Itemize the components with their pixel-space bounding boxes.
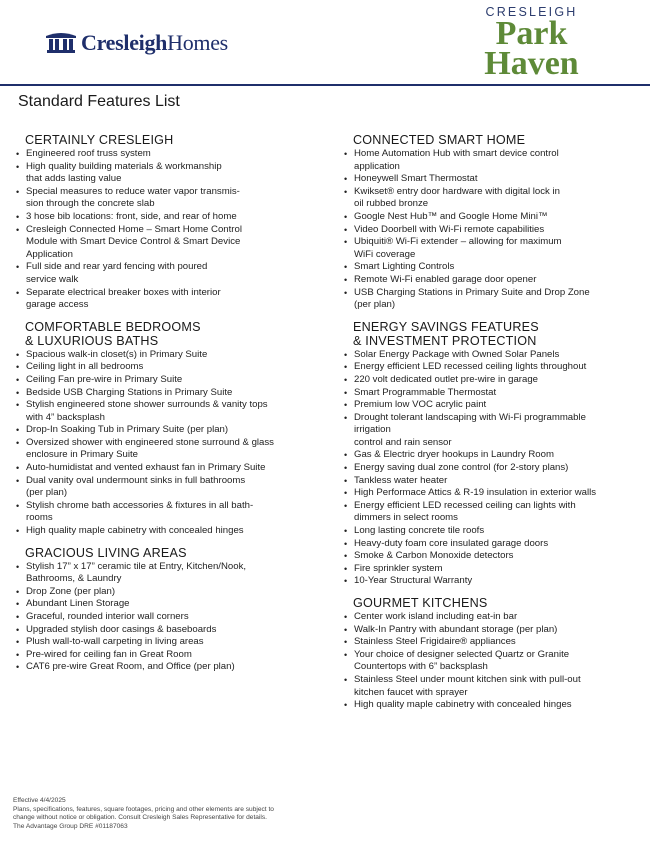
community-name-line2: Haven: [484, 45, 579, 82]
feature-item: • Energy efficient LED recessed ceiling can lights with: [344, 500, 644, 513]
cresleigh-homes-logo: [44, 30, 228, 56]
section-heading: [25, 546, 334, 560]
feature-item-continuation: Module with Smart Device Control & Smart Device: [26, 236, 241, 248]
page-header: [0, 0, 650, 86]
feature-list: [344, 611, 644, 712]
feature-item-continuation: enclosure in Primary Suite: [26, 449, 138, 461]
feature-item: • Ubiquiti® Wi-Fi extender – allowing for maximum: [344, 236, 644, 249]
section-heading: [25, 320, 334, 348]
section-heading-line: GRACIOUS LIVING AREAS: [25, 545, 187, 560]
feature-item: • Stylish engineered stone shower surrounds & vanity tops: [16, 399, 334, 412]
feature-item: • Heavy-duty foam core insulated garage doors: [344, 538, 644, 551]
feature-item: • Bedside USB Charging Stations in Primary Suite: [16, 387, 334, 400]
section-heading-line: & INVESTMENT PROTECTION: [353, 333, 537, 348]
feature-item: • CAT6 pre-wire Great Room, and Office (per plan): [16, 661, 334, 674]
feature-list: [16, 349, 334, 538]
feature-item: • Stylish chrome bath accessories & fixtures in all bath-: [16, 500, 334, 513]
feature-item-continuation: application: [354, 160, 400, 172]
feature-item-continuation: that adds lasting value: [26, 173, 122, 185]
feature-item-continuation: Countertops with 6” backsplash: [354, 661, 488, 673]
section-heading-line: CERTAINLY CRESLEIGH: [25, 133, 174, 147]
section-heading-line: & LUXURIOUS BATHS: [25, 333, 159, 348]
feature-item: • Tankless water heater: [344, 475, 644, 488]
feature-section: [344, 133, 644, 312]
community-name-line1: Park: [495, 15, 568, 52]
feature-item-continuation: (per plan): [26, 487, 68, 499]
feature-item: • 220 volt dedicated outlet pre-wire in garage: [344, 374, 644, 387]
feature-item: • Separate electrical breaker boxes with interior: [16, 287, 334, 300]
section-heading: [25, 133, 334, 147]
feature-item: • 3 hose bib locations: front, side, and rear of home: [16, 211, 334, 224]
column-pillars-icon: [44, 32, 78, 54]
feature-item-continuation: WiFi coverage: [354, 248, 416, 260]
feature-item: • Solar Energy Package with Owned Solar Panels: [344, 349, 644, 362]
section-heading-line: COMFORTABLE BEDROOMS: [25, 319, 201, 334]
feature-item-continuation: rooms: [26, 512, 53, 524]
feature-item: • Drought tolerant landscaping with Wi-Fi programmable: [344, 412, 644, 425]
feature-item: • Graceful, rounded interior wall corners: [16, 611, 334, 624]
section-heading-line: ENERGY SAVINGS FEATURES: [353, 319, 539, 334]
feature-item: • High quality maple cabinetry with concealed hinges: [16, 525, 334, 538]
feature-item: • Drop-In Soaking Tub in Primary Suite (per plan): [16, 424, 334, 437]
feature-item: • Full side and rear yard fencing with poured: [16, 261, 334, 274]
brand-name: CresleighHomes: [81, 30, 228, 55]
feature-item: • Plush wall-to-wall carpeting in living areas: [16, 636, 334, 649]
feature-item: • Energy saving dual zone control (for 2-story plans): [344, 462, 644, 475]
feature-item: • Home Automation Hub with smart device control: [344, 148, 644, 161]
feature-item: • Smoke & Carbon Monoxide detectors: [344, 550, 644, 563]
feature-item: • Oversized shower with engineered stone surround & glass: [16, 437, 334, 450]
feature-item: • Premium low VOC acrylic paint: [344, 399, 644, 412]
feature-item-continuation: with 4” backsplash: [26, 411, 105, 423]
feature-item: • Ceiling Fan pre-wire in Primary Suite: [16, 374, 334, 387]
feature-section: [16, 546, 334, 674]
license-line: The Advantage Group DRE #01187063: [13, 822, 128, 830]
feature-item: • Video Doorbell with Wi-Fi remote capabilities: [344, 224, 644, 237]
right-column: [344, 133, 644, 720]
feature-item: • Kwikset® entry door hardware with digital lock in: [344, 186, 644, 199]
page-title: Standard Features List: [18, 93, 180, 110]
feature-item: • Spacious walk-in closet(s) in Primary Suite: [16, 349, 334, 362]
feature-item: • Special measures to reduce water vapor transmis-: [16, 186, 334, 199]
feature-item: • Upgraded stylish door casings & baseboards: [16, 624, 334, 637]
feature-item: • Google Nest Hub™ and Google Home Mini™: [344, 211, 644, 224]
feature-item: • High quality maple cabinetry with concealed hinges: [344, 699, 644, 712]
feature-item: • High Performace Attics & R-19 insulation in exterior walls: [344, 487, 644, 500]
disclaimer-line: Plans, specifications, features, square footages, pricing and other elements are subject to: [13, 805, 274, 813]
feature-section: [16, 320, 334, 538]
feature-list: [344, 349, 644, 588]
left-column: [16, 133, 334, 682]
feature-item: • Fire sprinkler system: [344, 563, 644, 576]
section-heading-line: CONNECTED SMART HOME: [353, 133, 526, 147]
section-heading: [353, 320, 644, 348]
park-haven-logo: [469, 5, 594, 82]
section-heading: [353, 596, 644, 610]
feature-item: • Honeywell Smart Thermostat: [344, 173, 644, 186]
feature-list: [16, 148, 334, 312]
feature-section: [344, 596, 644, 712]
feature-item-continuation: (per plan): [354, 299, 396, 311]
feature-item: • Center work island including eat-in bar: [344, 611, 644, 624]
section-heading: [353, 133, 644, 147]
feature-item: • Pre-wired for ceiling fan in Great Room: [16, 649, 334, 662]
header-divider: [0, 84, 650, 86]
community-brand: CRESLEIGH: [485, 5, 578, 19]
feature-item-continuation: service walk: [26, 273, 79, 285]
feature-item: • Walk-In Pantry with abundant storage (per plan): [344, 624, 644, 637]
footer-disclaimer: [13, 797, 343, 831]
feature-item: • 10-Year Structural Warranty: [344, 575, 644, 588]
feature-item-continuation: oil rubbed bronze: [354, 198, 429, 210]
feature-item: • Stylish 17” x 17” ceramic tile at Entry, Kitchen/Nook,: [16, 561, 334, 574]
feature-item-continuation: Application: [26, 248, 73, 260]
feature-item: • Abundant Linen Storage: [16, 598, 334, 611]
feature-item-continuation: irrigation: [354, 424, 391, 436]
feature-list: [16, 561, 334, 674]
effective-date: Effective 4/4/2025: [13, 797, 66, 804]
feature-item-continuation: sion through the concrete slab: [26, 198, 155, 210]
feature-item: • Stainless Steel Frigidaire® appliances: [344, 636, 644, 649]
feature-item: • Energy efficient LED recessed ceiling lights throughout: [344, 361, 644, 374]
feature-item-continuation: kitchen faucet with sprayer: [354, 686, 468, 698]
feature-item: • Auto-humidistat and vented exhaust fan in Primary Suite: [16, 462, 334, 475]
feature-item: • Stainless Steel under mount kitchen sink with pull-out: [344, 674, 644, 687]
feature-item: • Dual vanity oval undermount sinks in full bathrooms: [16, 475, 334, 488]
feature-item-continuation: Bathrooms, & Laundry: [26, 573, 122, 585]
feature-list: [344, 148, 644, 312]
feature-item: • Smart Programmable Thermostat: [344, 387, 644, 400]
feature-item: • Remote Wi-Fi enabled garage door opener: [344, 274, 644, 287]
disclaimer-line: change without notice or obligation. Consult Cresleigh Sales Representative for details.: [13, 814, 268, 822]
feature-item-continuation: dimmers in select rooms: [354, 512, 458, 524]
feature-item: • Long lasting concrete tile roofs: [344, 525, 644, 538]
feature-item: • Engineered roof truss system: [16, 148, 334, 161]
feature-item: • High quality building materials & workmanship: [16, 161, 334, 174]
feature-item-continuation: control and rain sensor: [354, 436, 452, 448]
feature-item: • Cresleigh Connected Home – Smart Home Control: [16, 224, 334, 237]
section-heading-line: GOURMET KITCHENS: [353, 596, 488, 610]
feature-item: • Smart Lighting Controls: [344, 261, 644, 274]
feature-item: • Gas & Electric dryer hookups in Laundry Room: [344, 449, 644, 462]
feature-item: • Your choice of designer selected Quartz or Granite: [344, 649, 644, 662]
feature-item: • Ceiling light in all bedrooms: [16, 361, 334, 374]
feature-item-continuation: garage access: [26, 299, 89, 311]
feature-section: [344, 320, 644, 588]
feature-item: • Drop Zone (per plan): [16, 586, 334, 599]
feature-item: • USB Charging Stations in Primary Suite and Drop Zone: [344, 287, 644, 300]
feature-section: [16, 133, 334, 312]
